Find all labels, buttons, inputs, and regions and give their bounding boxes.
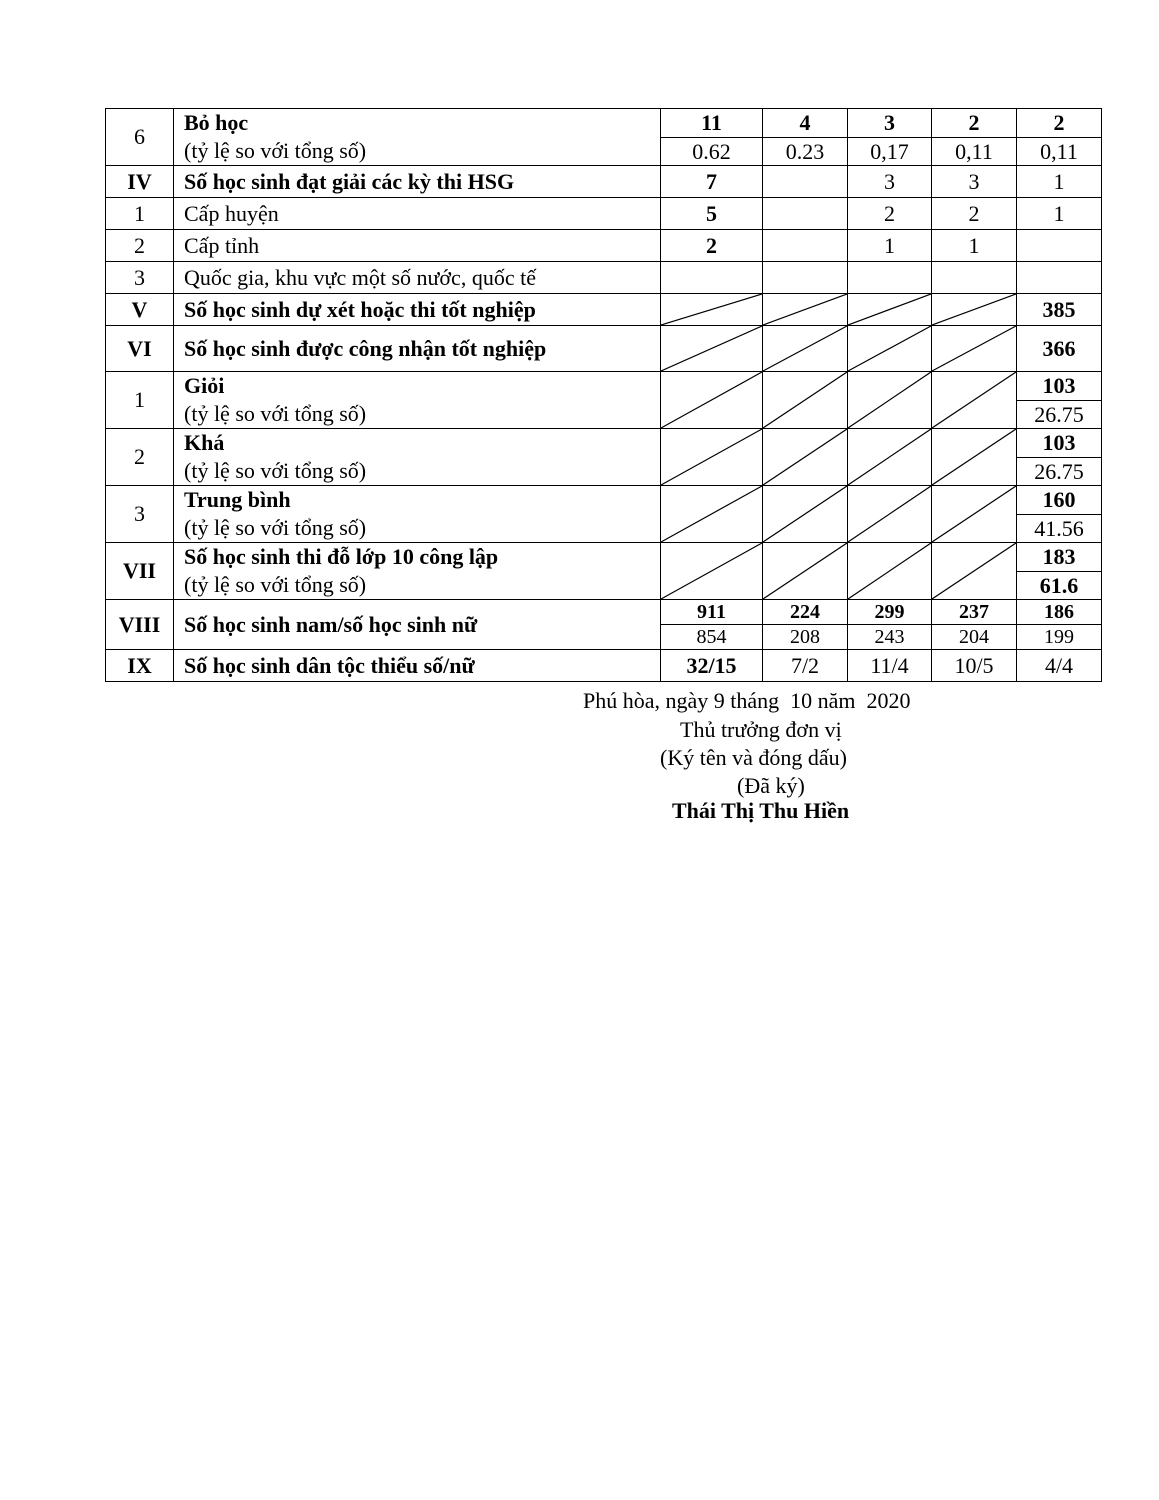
slashed-cell: [661, 326, 763, 372]
row-title: Giỏi: [184, 373, 225, 398]
value-cell: 1: [932, 230, 1017, 262]
slashed-cell: [763, 486, 848, 543]
value-cell: 204: [932, 625, 1017, 650]
value-cell: 237: [932, 600, 1017, 625]
value-cell: 11: [661, 109, 763, 138]
value-cell: 1: [1017, 166, 1102, 198]
value-cell: 4: [763, 109, 848, 138]
row-subtitle: (tỷ lệ so với tổng số): [184, 138, 367, 163]
slashed-cell: [848, 294, 932, 326]
value-cell: [661, 262, 763, 294]
value-cell: 2: [932, 198, 1017, 230]
value-cell: 224: [763, 600, 848, 625]
slashed-cell: [932, 429, 1017, 486]
slashed-cell: [661, 294, 763, 326]
value-cell: 0.23: [763, 137, 848, 166]
sign-note: (Ký tên và đóng dấu): [660, 745, 847, 770]
stt-cell: V: [106, 294, 174, 326]
total-cell: 385: [1017, 294, 1102, 326]
stt-cell: 3: [106, 486, 174, 543]
slashed-cell: [848, 326, 932, 372]
value-cell: 1: [1017, 198, 1102, 230]
slashed-cell: [763, 429, 848, 486]
value-cell: 2: [661, 230, 763, 262]
value-cell: 2: [848, 198, 932, 230]
row-title: Số học sinh dự xét hoặc thi tốt nghiệp: [174, 294, 661, 326]
stt-cell: IX: [106, 650, 174, 682]
slashed-cell: [932, 294, 1017, 326]
row-title: Số học sinh dân tộc thiểu số/nữ: [174, 650, 661, 682]
value-cell: 911: [661, 600, 763, 625]
value-cell: 0.62: [661, 137, 763, 166]
row-VI: [106, 326, 1102, 372]
stt-cell: 1: [106, 198, 174, 230]
ratio-cell: 26.75: [1017, 457, 1102, 486]
row-label: [174, 109, 661, 166]
row-title: Khá: [184, 430, 225, 455]
ratio-cell: 41.56: [1017, 514, 1102, 543]
value-cell: [1017, 262, 1102, 294]
row-label: [174, 429, 661, 486]
value-cell: 11/4: [848, 650, 932, 682]
value-cell: 1: [848, 230, 932, 262]
value-cell: 186: [1017, 600, 1102, 625]
slashed-cell: [763, 326, 848, 372]
row-IV: [106, 166, 1102, 198]
row-subtitle: (tỷ lệ so với tổng số): [184, 458, 367, 483]
value-cell: 3: [848, 109, 932, 138]
slashed-cell: [661, 543, 763, 600]
slashed-cell: [763, 294, 848, 326]
value-cell: 199: [1017, 625, 1102, 650]
stt-cell: VII: [106, 543, 174, 600]
value-cell: [763, 262, 848, 294]
slashed-cell: [932, 486, 1017, 543]
total-cell: 103: [1017, 429, 1102, 458]
row-title: Bỏ học: [184, 110, 249, 135]
value-cell: 5: [661, 198, 763, 230]
row-V: [106, 294, 1102, 326]
value-cell: 0,17: [848, 137, 932, 166]
slashed-cell: [848, 543, 932, 600]
row-label: [174, 372, 661, 429]
value-cell: 208: [763, 625, 848, 650]
value-cell: 0,11: [1017, 137, 1102, 166]
total-cell: 160: [1017, 486, 1102, 515]
value-cell: 3: [848, 166, 932, 198]
row-label: [174, 486, 661, 543]
slashed-cell: [763, 543, 848, 600]
value-cell: 4/4: [1017, 650, 1102, 682]
ratio-cell: 26.75: [1017, 400, 1102, 429]
row-IX: [106, 650, 1102, 682]
place-date: Phú hòa, ngày 9 tháng 10 năm 2020: [583, 688, 911, 713]
value-cell: 7: [661, 166, 763, 198]
row-VI-2: [106, 429, 1102, 458]
stt-cell: VI: [106, 326, 174, 372]
value-cell: [848, 262, 932, 294]
statistics-table: [105, 108, 1102, 682]
row-title: Quốc gia, khu vực một số nước, quốc tế: [174, 262, 661, 294]
value-cell: 32/15: [661, 650, 763, 682]
value-cell: 2: [1017, 109, 1102, 138]
slashed-cell: [848, 372, 932, 429]
signed-note: (Đã ký): [737, 773, 805, 798]
row-VI-1: [106, 372, 1102, 401]
slashed-cell: [848, 429, 932, 486]
value-cell: [763, 230, 848, 262]
row-subtitle: (tỷ lệ so với tổng số): [184, 515, 367, 540]
signer-name: Thái Thị Thu Hiền: [672, 798, 850, 823]
row-IV-3: [106, 262, 1102, 294]
slashed-cell: [848, 486, 932, 543]
slashed-cell: [932, 543, 1017, 600]
slashed-cell: [932, 372, 1017, 429]
stt-cell: 6: [106, 109, 174, 166]
stt-cell: IV: [106, 166, 174, 198]
stt-cell: 3: [106, 262, 174, 294]
value-cell: 0,11: [932, 137, 1017, 166]
row-title: Trung bình: [184, 487, 291, 512]
value-cell: 2: [932, 109, 1017, 138]
row-IV-1: [106, 198, 1102, 230]
value-cell: 299: [848, 600, 932, 625]
signer-position: Thủ trưởng đơn vị: [680, 717, 842, 742]
stt-cell: 2: [106, 429, 174, 486]
row-title: Số học sinh nam/số học sinh nữ: [174, 600, 661, 650]
stt-cell: 2: [106, 230, 174, 262]
row-title: Số học sinh thi đỗ lớp 10 công lập: [184, 544, 499, 569]
row-title: Số học sinh đạt giải các kỳ thi HSG: [174, 166, 661, 198]
row-subtitle: (tỷ lệ so với tổng số): [184, 401, 367, 426]
value-cell: [763, 198, 848, 230]
slashed-cell: [932, 326, 1017, 372]
ratio-cell: 61.6: [1017, 571, 1102, 600]
total-cell: 366: [1017, 326, 1102, 372]
row-VII: [106, 543, 1102, 572]
row-title: Cấp tỉnh: [174, 230, 661, 262]
value-cell: 854: [661, 625, 763, 650]
row-title: Số học sinh được công nhận tốt nghiệp: [174, 326, 661, 372]
value-cell: 243: [848, 625, 932, 650]
value-cell: 3: [932, 166, 1017, 198]
total-cell: 183: [1017, 543, 1102, 572]
row-title: Cấp huyện: [174, 198, 661, 230]
row-6: [106, 109, 1102, 138]
row-VI-3: [106, 486, 1102, 515]
value-cell: [763, 166, 848, 198]
row-VIII: [106, 600, 1102, 625]
slashed-cell: [661, 429, 763, 486]
slashed-cell: [661, 486, 763, 543]
slashed-cell: [763, 372, 848, 429]
row-subtitle: (tỷ lệ so với tổng số): [184, 572, 367, 597]
stt-cell: 1: [106, 372, 174, 429]
value-cell: [932, 262, 1017, 294]
value-cell: 7/2: [763, 650, 848, 682]
stt-cell: VIII: [106, 600, 174, 650]
value-cell: [1017, 230, 1102, 262]
row-label: [174, 543, 661, 600]
row-IV-2: [106, 230, 1102, 262]
total-cell: 103: [1017, 372, 1102, 401]
slashed-cell: [661, 372, 763, 429]
value-cell: 10/5: [932, 650, 1017, 682]
